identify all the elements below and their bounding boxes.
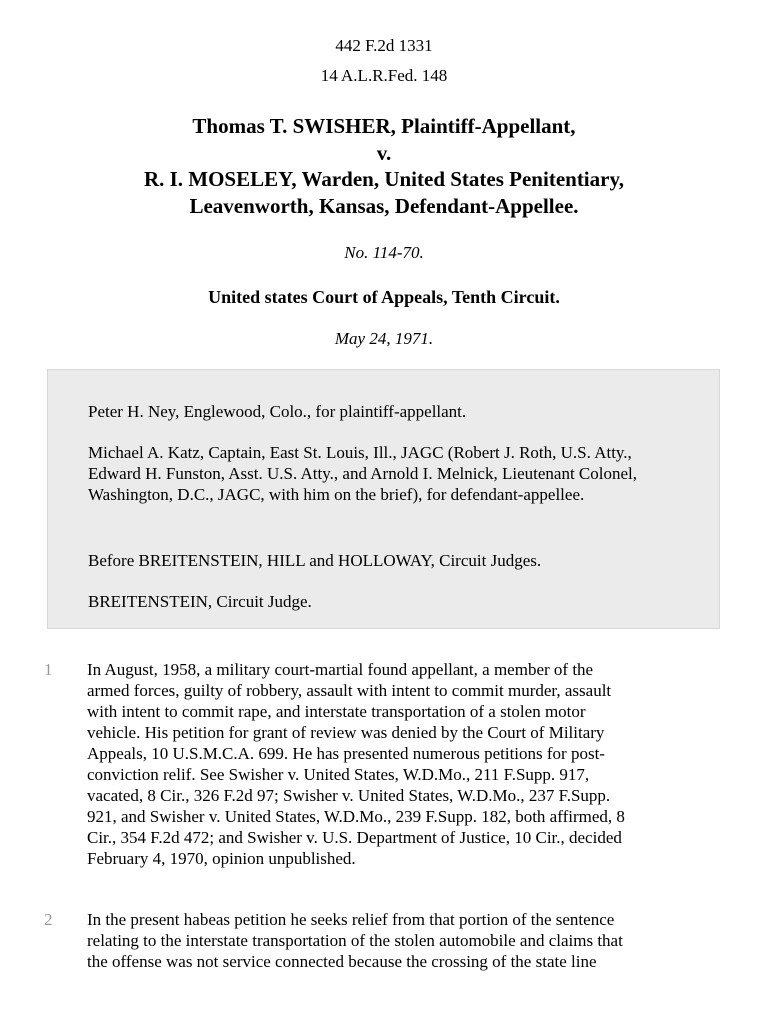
- paragraph-number: 2: [44, 910, 53, 929]
- citation-alr: 14 A.L.R.Fed. 148: [320, 66, 448, 85]
- paragraph-text: [87, 659, 723, 869]
- docket-number: No. 114-70.: [344, 243, 424, 262]
- decision-date: May 24, 1971.: [334, 329, 434, 348]
- caption-plaintiff: Thomas T. SWISHER, Plaintiff-Appellant,: [192, 114, 576, 138]
- paragraph-line: February 4, 1970, opinion unpublished.: [87, 849, 356, 868]
- opinion-author: BREITENSTEIN, Circuit Judge.: [88, 592, 312, 611]
- paragraph-line: armed forces, guilty of robbery, assault with intent to commit murder, assault: [87, 681, 612, 700]
- paragraph-line: 921, and Swisher v. United States, W.D.Mo., 239 F.Supp. 182, both affirmed, 8: [87, 807, 625, 826]
- counsel-appellant: Peter H. Ney, Englewood, Colo., for plaintiff-appellant.: [88, 402, 467, 421]
- counsel-appellee: Michael A. Katz, Captain, East St. Louis, Ill., JAGC (Robert J. Roth, U.S. Atty., Edward H. Funston, Asst. U.S. Atty., and Arnold I. Melnick, Lieutenant Colonel, Washington, D.C., JAGC, with him on the brief), for defendant-appellee.: [88, 443, 637, 504]
- judicial-panel: Before BREITENSTEIN, HILL and HOLLOWAY, Circuit Judges.: [88, 551, 542, 570]
- paragraph-line: Appeals, 10 U.S.M.C.A. 699. He has presented numerous petitions for post-: [87, 744, 605, 763]
- citation-reporter: 442 F.2d 1331: [335, 36, 433, 55]
- court-name: United states Court of Appeals, Tenth Circuit.: [208, 287, 560, 307]
- counsel-box: [47, 369, 720, 629]
- paragraph-number: 1: [44, 660, 53, 679]
- paragraph-line: In the present habeas petition he seeks relief from that portion of the sentence: [87, 910, 615, 929]
- paragraph-line: the offense was not service connected because the crossing of the state line: [87, 952, 597, 971]
- paragraph-line: Cir., 354 F.2d 472; and Swisher v. U.S. Department of Justice, 10 Cir., decided: [87, 828, 622, 847]
- paragraph-line: with intent to commit rape, and interstate transportation of a stolen motor: [87, 702, 586, 721]
- paragraph-line: vehicle. His petition for grant of review was denied by the Court of Military: [87, 723, 605, 742]
- caption-defendant-line-2: Leavenworth, Kansas, Defendant-Appellee.: [189, 193, 579, 218]
- paragraph-line: conviction relif. See Swisher v. United States, W.D.Mo., 211 F.Supp. 917,: [87, 765, 590, 784]
- case-caption: [0, 113, 768, 219]
- paragraph-line: relating to the interstate transportation of the stolen automobile and claims that: [87, 931, 623, 950]
- caption-versus: v.: [376, 140, 392, 165]
- paragraph-text: [87, 909, 723, 972]
- paragraph-line: In August, 1958, a military court-martial found appellant, a member of the: [87, 660, 594, 679]
- caption-defendant-line-1: R. I. MOSELEY, Warden, United States Penitentiary,: [143, 167, 625, 191]
- paragraph-line: vacated, 8 Cir., 326 F.2d 97; Swisher v. United States, W.D.Mo., 237 F.Supp.: [87, 786, 611, 805]
